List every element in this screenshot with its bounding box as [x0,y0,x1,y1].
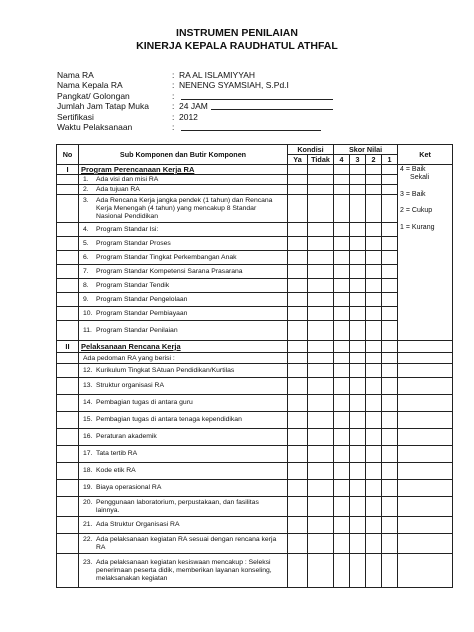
table-row [57,480,453,497]
document-title: INSTRUMEN PENILAIAN [176,27,298,39]
info-colon: : [172,111,175,122]
table-row [57,237,453,251]
item-number: 5. [83,239,89,247]
table-row [57,307,453,321]
item-number: 8. [83,281,89,289]
table-row [57,446,453,463]
blank-line [181,130,321,131]
item-text: Ada visi dan misi RA [96,175,159,183]
table-row [57,534,453,554]
item-number: 6. [83,253,89,261]
info-colon: : [172,121,175,132]
item-number: 2. [83,185,89,193]
info-colon: : [172,70,175,80]
section-title: Pelaksanaan Rencana Kerja [79,341,288,353]
table-row [57,279,453,293]
header-tidak: Tidak [308,155,334,165]
header-ket: Ket [398,145,453,165]
table-row [57,497,453,517]
item-text: Program Standar Pembiayaan [96,309,188,317]
table-row [57,429,453,446]
item-number: 10. [83,309,93,317]
item-number: 14. [83,399,93,406]
table-row [57,293,453,307]
item-text: Penggunaan laboratorium, perpustakaan, dan fasilitas lainnya. [96,498,259,514]
item-number: 17. [83,450,93,457]
table-row [57,265,453,279]
item-text: Peraturan akademik [96,433,157,440]
item-number: 12. [83,366,93,374]
item-text: Tata tertib RA [96,450,138,457]
section-intro: Ada pedoman RA yang berisi : [79,353,288,364]
info-label: Nama RA [57,70,94,80]
item-number: 11. [83,326,92,334]
info-colon: : [172,80,175,91]
info-row-nama-kepala [57,80,357,90]
header-kondisi: Kondisi [288,145,334,155]
blank-line [181,99,333,100]
item-text: Struktur organisasi RA [96,382,164,389]
item-number: 22. [83,535,93,543]
item-number: 18. [83,467,93,474]
ket-note: 3 = Baik [400,190,426,198]
item-number: 16. [83,433,93,440]
item-text: Program Standar Tingkat Perkembangan Anak [96,253,237,261]
ket-legend [398,165,453,341]
item-text: Program Standar Penilaian [96,326,178,334]
table-row [57,251,453,265]
header-skor-1: 1 [382,155,398,165]
item-text: Ada Rencana Kerja jangka pendek (1 tahun) dan Rencana Kerja Menengah (4 tahun) yang mencakup 8 Standar Nasional Pendidikan [96,196,273,220]
info-value: 2012 [179,111,198,122]
document-subtitle: KINERJA KEPALA RAUDHATUL ATHFAL [136,40,338,52]
section-title: Program Perencanaan Kerja RA [79,165,288,175]
header-skor-4: 4 [334,155,350,165]
section-number: II [57,341,79,353]
table-row [57,395,453,412]
item-text: Program Standar Isi: [96,225,159,233]
info-row-pangkat [57,91,357,101]
info-value: 24 JAM [179,101,208,112]
info-row-sertifikasi [57,112,357,122]
item-text: Program Standar Tendik [96,281,170,289]
info-row-nama-ra [57,70,357,80]
item-number: 3. [83,196,89,204]
item-number: 19. [83,484,93,491]
table-row [57,195,453,223]
ket-note: 2 = Cukup [400,207,433,215]
table-row [57,412,453,429]
item-text: Ada pelaksanaan kegiatan kesiswaan mencakup : Seleksi penerimaan peserta didik, memberikan layanan konseling, melaksanakan kegiatan [96,558,272,582]
info-colon: : [172,101,175,112]
table-row [57,321,453,341]
info-row-jam [57,101,357,111]
item-text: Program Standar Pengelolaan [96,295,188,303]
table-row [57,185,453,195]
info-value: RA AL ISLAMIYYAH [179,70,256,80]
header-sub-komponen: Sub Komponen dan Butir Komponen [79,145,288,165]
table-row [57,223,453,237]
identity-block [57,70,357,132]
item-text: Biaya operasional RA [96,484,162,491]
table-row [57,364,453,378]
info-row-waktu [57,122,357,132]
item-text: Program Standar Proses [96,239,171,247]
item-number: 21. [83,521,93,528]
table-row [57,353,453,364]
item-number: 9. [83,295,89,303]
blank-line [211,109,333,110]
header-skor-2: 2 [366,155,382,165]
item-number: 1. [83,175,89,183]
info-label: Pangkat/ Golongan [57,90,130,101]
item-text: Program Standar Kompetensi Sarana Prasarana [96,267,243,275]
item-text: Ada pelaksanaan kegiatan RA sesuai dengan rencana kerja RA [96,535,277,551]
item-text: Pembagian tugas di antara tenaga kependidikan [96,416,242,423]
info-label: Nama Kepala RA [57,80,123,91]
info-label: Jumlah Jam Tatap Muka [57,101,149,112]
header-skor-nilai: Skor Nilai [334,145,398,155]
table-row [57,175,453,185]
header-skor-3: 3 [350,155,366,165]
item-text: Ada tujuan RA [96,185,140,193]
section-row-1 [57,165,453,175]
header-ya: Ya [288,155,308,165]
item-text: Pembagian tugas di antara guru [96,399,193,406]
item-text: Ada Struktur Organisasi RA [96,521,180,528]
item-number: 4. [83,225,89,233]
info-colon: : [172,90,175,101]
item-number: 15. [83,416,93,423]
table-row [57,554,453,588]
item-text: Kode etik RA [96,467,136,474]
info-label: Sertifikasi [57,111,94,122]
table-row [57,517,453,534]
item-number: 7. [83,267,89,275]
header-no: No [57,145,79,165]
section-row-2 [57,341,453,353]
item-number: 20. [83,498,93,506]
item-number: 23. [83,558,93,566]
ket-note: 1 = Kurang [400,223,435,231]
item-text: Kurikulum Tingkat SAtuan Pendidikan/Kurtilas [96,366,235,374]
ket-note: Sekali [410,174,430,182]
info-value: NENENG SYAMSIAH, S.Pd.I [179,80,289,91]
ket-note: 4 = Baik [400,166,426,173]
assessment-table [56,144,453,588]
table-row [57,378,453,395]
section-number: I [57,165,79,175]
table-row [57,463,453,480]
info-label: Waktu Pelaksanaan [57,121,133,132]
item-number: 13. [83,382,93,389]
